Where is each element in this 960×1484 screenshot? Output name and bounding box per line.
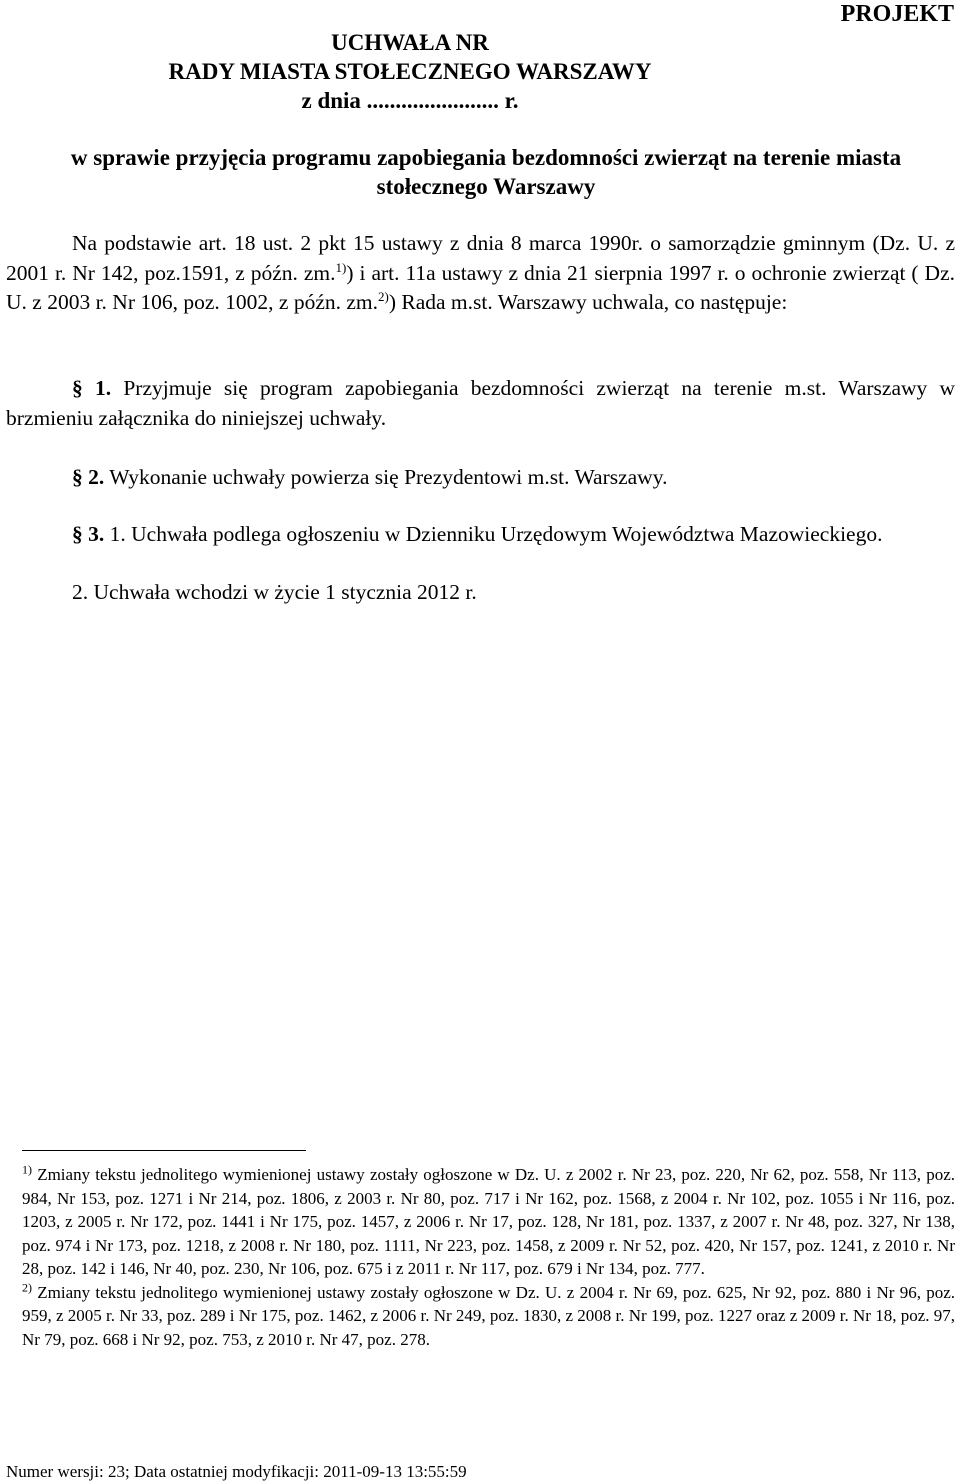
preamble-part-3: ) Rada m.st. Warszawy uchwala, co następuje: <box>388 290 788 314</box>
footnotes <box>22 1163 955 1351</box>
resolution-header <box>0 28 820 115</box>
paragraph-1 <box>6 374 955 433</box>
paragraph-number: 3. <box>88 522 105 546</box>
section-sign: § <box>72 465 83 489</box>
version-info: Numer wersji: 23; Data ostatniej modyfikacji: 2011-09-13 13:55:59 <box>6 1462 467 1481</box>
paragraph-number: 2. <box>88 465 105 489</box>
paragraph-text: Przyjmuje się program zapobiegania bezdomności zwierząt na terenie m.st. Warszawy w brzmieniu załącznika do niniejszej uchwały. <box>6 376 956 430</box>
subject-line-2: stołecznego Warszawy <box>376 174 596 199</box>
paragraph-text: 1. Uchwała podlega ogłoszeniu w Dzienniku Urzędowym Województwa Mazowieckiego. <box>109 522 883 546</box>
footnote-mark: 1) <box>22 1162 32 1177</box>
subject-line-1: w sprawie przyjęcia programu zapobiegania bezdomności zwierząt na terenie miasta <box>70 145 902 170</box>
paragraph-text: Wykonanie uchwały powierza się Prezydentowi m.st. Warszawy. <box>109 465 668 489</box>
preamble-part-2: ) i art. 11a ustawy z dnia 21 sierpnia 1997 r. o ochronie zwierząt ( Dz. U. z 2003 r. Nr 106, poz. 1002, z późn. zm. <box>6 260 955 314</box>
resolution-subject <box>0 143 960 201</box>
projekt-stamp: PROJEKT <box>840 1 954 27</box>
council-name: RADY MIASTA STOŁECZNEGO WARSZAWY <box>168 59 652 84</box>
footnote-1 <box>22 1163 955 1281</box>
footnote-separator <box>22 1150 306 1151</box>
footnote-ref-2: 2) <box>378 288 389 304</box>
footnote-ref-1: 1) <box>335 259 347 275</box>
footnote-text: Zmiany tekstu jednolitego wymienionej ustawy zostały ogłoszone w Dz. U. z 2002 r. Nr 23, poz. 220, Nr 62, poz. 558, Nr 113, poz. 984, Nr 153, poz. 1271 i Nr 214, poz. 1806, z 2003 r. Nr 80, poz. 717 i Nr 162, poz. 1568, z 2004 r. Nr 102, poz. 1055 i Nr 116, poz. 1203, z 2005 r. Nr 172, poz. 1441 i Nr 175, poz. 1457, z 2006 r. Nr 17, poz. 128, Nr 181, poz. 1337, z 2007 r. Nr 48, poz. 327, Nr 138, poz. 974 i Nr 173, poz. 1218, z 2008 r. Nr 180, poz. 1111, Nr 223, poz. 1458, z 2009 r. Nr 52, poz. 420, Nr 157, poz. 1241, z 2010 r. Nr 28, poz. 142 i 146, Nr 40, poz. 230, Nr 106, poz. 675 i z 2011 r. Nr 117, poz. 679 i Nr 134, poz. 777. <box>22 1165 956 1278</box>
footnote-mark: 2) <box>22 1279 32 1294</box>
footnote-2 <box>22 1281 955 1352</box>
section-sign: § <box>72 522 83 546</box>
paragraph-number: 1. <box>94 376 112 400</box>
footnote-text: Zmiany tekstu jednolitego wymienionej ustawy zostały ogłoszone w Dz. U. z 2004 r. Nr 69, poz. 625, Nr 92, poz. 880 i Nr 96, poz. 959, z 2005 r. Nr 33, poz. 289 i Nr 175, poz. 1462, z 2006 r. Nr 249, poz. 1830, z 2008 r. Nr 199, poz. 1227 oraz z 2009 r. Nr 18, poz. 97, Nr 79, poz. 668 i Nr 92, poz. 753, z 2010 r. Nr 47, poz. 278. <box>22 1282 956 1349</box>
paragraph-3 <box>6 520 955 550</box>
paragraph-2 <box>6 463 955 493</box>
resolution-date: z dnia ....................... r. <box>301 88 519 113</box>
resolution-number: UCHWAŁA NR <box>331 30 489 55</box>
paragraph-3-item-2: 2. Uchwała wchodzi w życie 1 stycznia 2012 r. <box>72 580 477 604</box>
section-sign: § <box>72 376 83 400</box>
preamble-part-1: Na podstawie art. 18 ust. 2 pkt 15 ustawy z dnia 8 marca 1990r. o samorządzie gminnym (Dz. U. z 2001 r. Nr 142, poz.1591, z późn. zm. <box>6 231 955 285</box>
preamble <box>6 229 955 318</box>
